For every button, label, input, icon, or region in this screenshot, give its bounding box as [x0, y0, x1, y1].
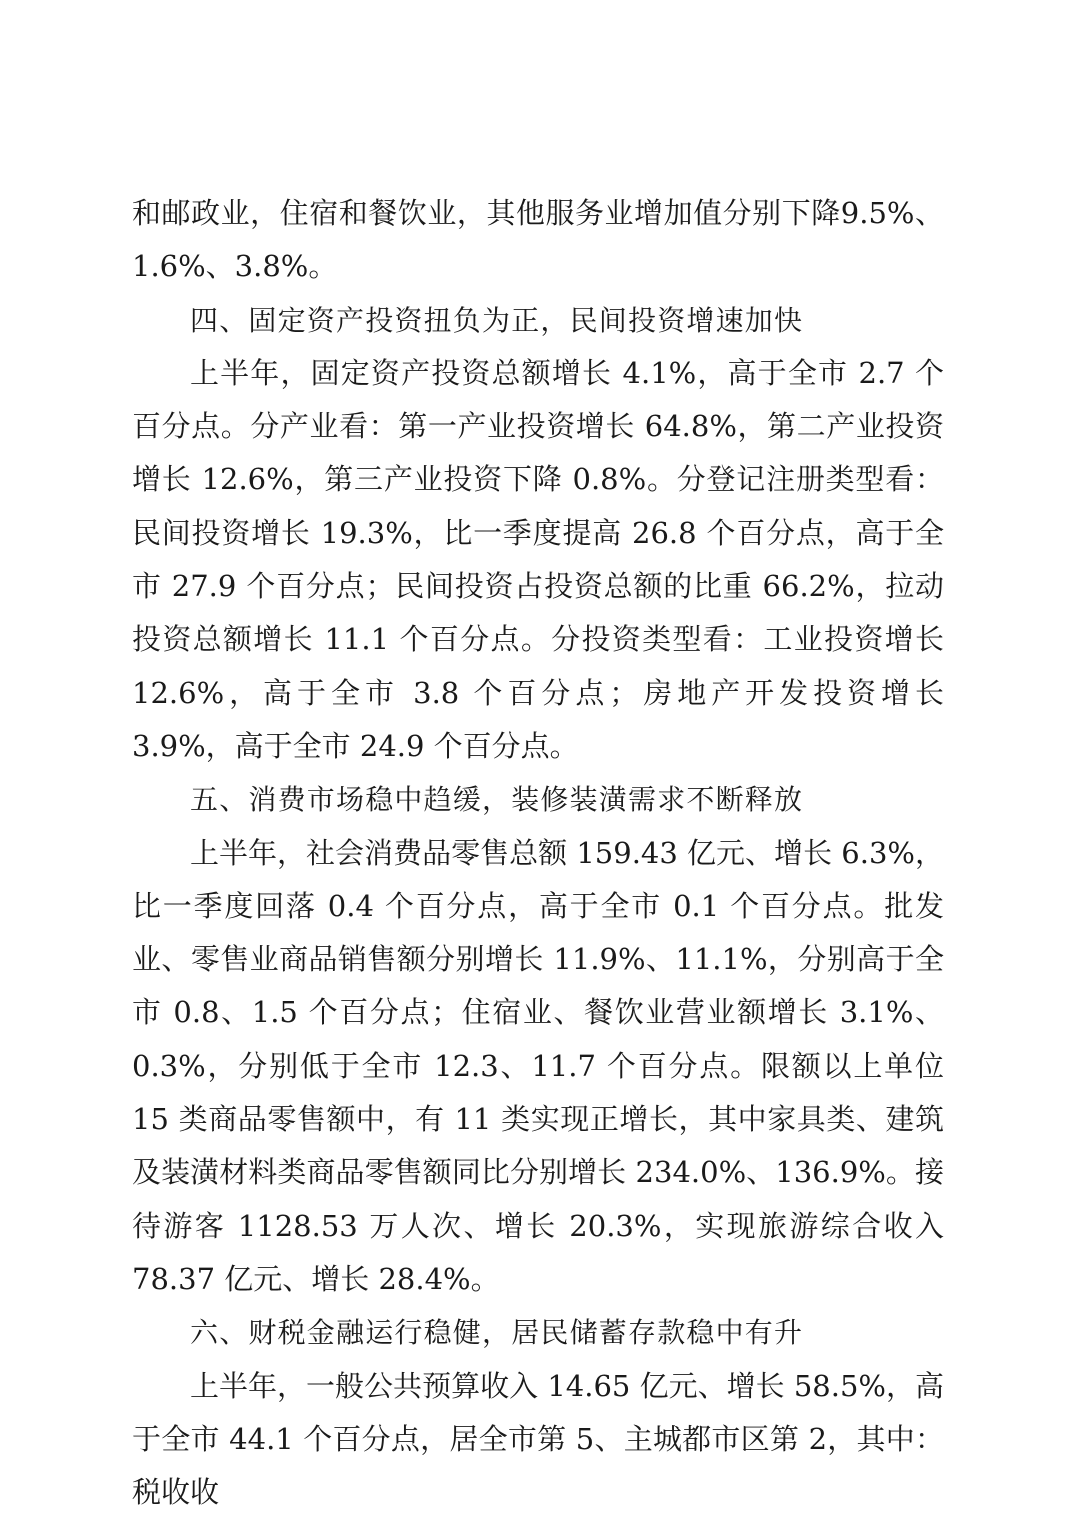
section-heading-fiscal-finance: 六、财税金融运行稳健，居民储蓄存款稳中有升	[190, 1316, 804, 1350]
section-heading-fixed-asset-investment: 四、固定资产投资扭负为正，民间投资增速加快	[190, 303, 804, 337]
document-body	[132, 187, 944, 1519]
paragraph-fixed-asset-investment: 上半年，固定资产投资总额增长 4.1%，高于全市 2.7 个百分点。分产业看：第一产业投资增长 64.8%，第二产业投资增长 12.6%，第三产业投资下降 0.8%。分登记注册类型看：民间投资增长 19.3%，比一季度提高 26.8 个百分点，高于全市 27.9 个百分点；民间投资占投资总额的比重 66.2%，拉动投资总额增长 11.1 个百分点。分投资类型看：工业投资增长 12.6%，高于全市 3.8 个百分点；房地产开发投资增长 3.9%，高于全市 24.9 个百分点。	[132, 355, 944, 763]
section-heading-consumer-market: 五、消费市场稳中趋缓，装修装潢需求不断释放	[190, 783, 804, 817]
paragraph-consumer-market: 上半年，社会消费品零售总额 159.43 亿元、增长 6.3%，比一季度回落 0.4 个百分点，高于全市 0.1 个百分点。批发业、零售业商品销售额分别增长 11.9%、11.1%，分别高于全市 0.8、1.5 个百分点；住宿业、餐饮业营业额增长 3.1%、0.3%，分别低于全市 12.3、11.7 个百分点。限额以上单位 15 类商品零售额中，有 11 类实现正增长，其中家具类、建筑及装潢材料类商品零售额同比分别增长 234.0%、136.9%。接待游客 1128.53 万人次、增长 20.3%，实现旅游综合收入 78.37 亿元、增长 28.4%。	[132, 835, 944, 1296]
paragraph-fiscal-finance: 上半年，一般公共预算收入 14.65 亿元、增长 58.5%，高于全市 44.1 个百分点，居全市第 5、主城都市区第 2，其中：税收收	[132, 1368, 944, 1510]
paragraph-continuation: 和邮政业，住宿和餐饮业，其他服务业增加值分别下降9.5%、1.6%、3.8%。	[132, 196, 944, 284]
